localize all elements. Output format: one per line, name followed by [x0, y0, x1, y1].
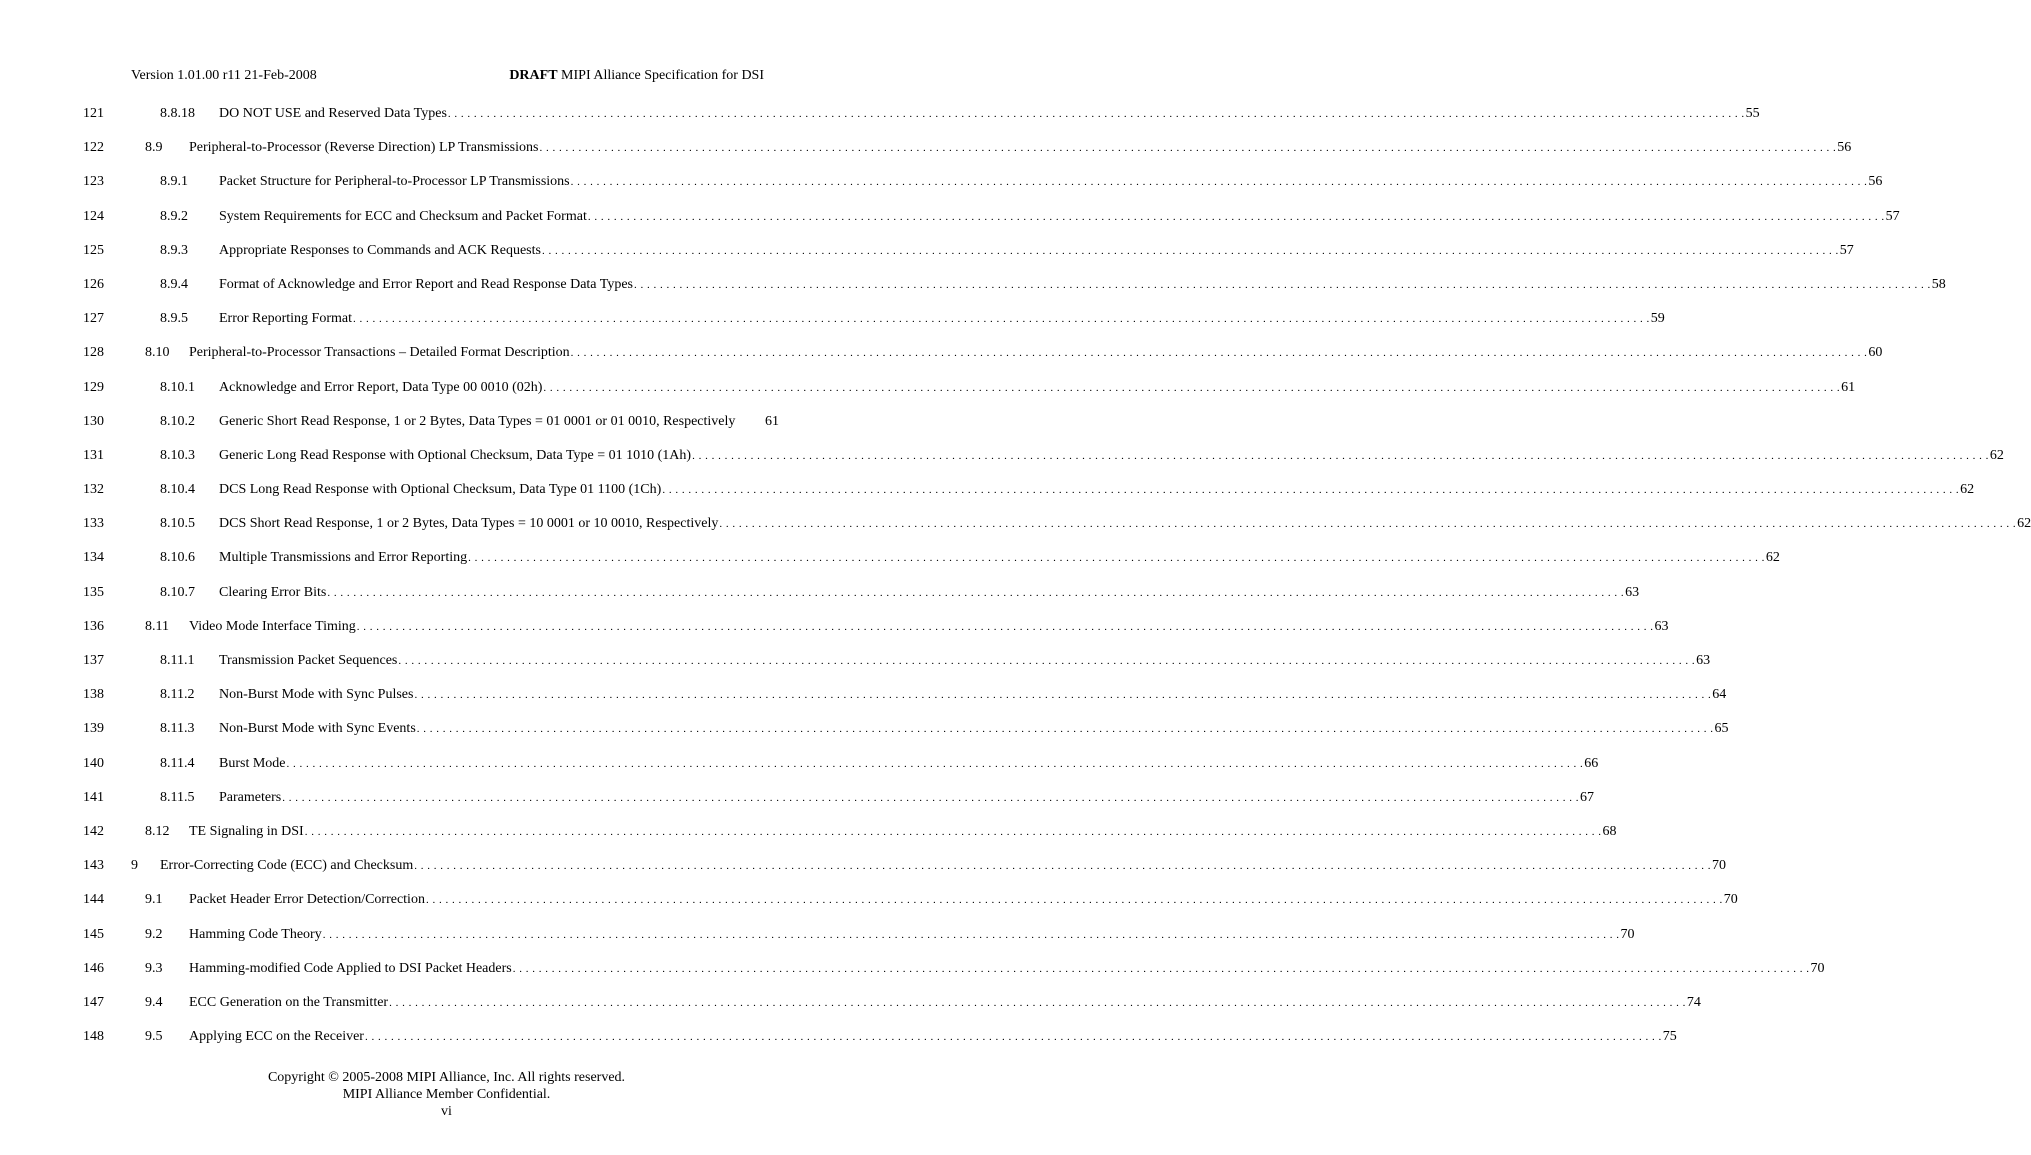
toc-entry-content [219, 789, 1594, 807]
page-ref: 60 [1868, 345, 1883, 361]
page-ref: 63 [1696, 653, 1711, 668]
line-number: 134 [83, 550, 104, 566]
section-title: System Requirements for ECC and Checksum and Packet Format [219, 208, 587, 224]
dot-leader: . . . . . . . . . . . . . . . . . . . . . . . . . . . . . . . . . . . . . . . . . . . . . . . . . . . . . . . . . . . . . . . . . . . . . . . . . . . . . . . . . . . . . . . . . . . . . . . . . . . . . . . . . . . . . . . . . . . . . . . . . . . . . . . . . . . . . . . . . . . . . . . . . . . . . . . . . . . . . . . . . . . . . . . . . . . . . . . . . . . . . . . . . . . . . . . . . . . . . . . . [541, 244, 1839, 257]
section-number: 9.1 [145, 892, 163, 908]
section-title: Generic Short Read Response, 1 or 2 Bytes, Data Types = 01 0001 or 01 0010, Respectively [219, 413, 736, 429]
page-ref: 56 [1837, 140, 1852, 156]
toc-entry-content [219, 208, 1900, 226]
section-title: Appropriate Responses to Commands and ACK Requests [219, 242, 541, 258]
toc-entry[interactable] [0, 720, 1729, 754]
section-title: Peripheral-to-Processor (Reverse Direction) LP Transmissions [189, 140, 539, 156]
page-ref: 61 [765, 413, 779, 429]
line-number: 140 [83, 755, 104, 771]
page-ref: 67 [1579, 789, 1594, 805]
toc-entry[interactable] [0, 379, 1856, 413]
toc-entry[interactable] [0, 208, 1900, 242]
line-number: 126 [83, 276, 104, 292]
section-number: 8.12 [145, 823, 170, 839]
toc-entry[interactable] [0, 618, 1669, 652]
toc-entry[interactable] [0, 891, 1738, 925]
toc-entry[interactable] [0, 515, 2031, 549]
toc-entry[interactable] [0, 344, 1883, 378]
dot-leader: . . . . . . . . . . . . . . . . . . . . . . . . . . . . . . . . . . . . . . . . . . . . . . . . . . . . . . . . . . . . . . . . . . . . . . . . . . . . . . . . . . . . . . . . . . . . . . . . . . . . . . . . . . . . . . . . . . . . . . . . . . . . . . . . . . . . . . . . . . . . . . . . . . . . . . . . . . . . . . . . . . . . . . . . . . . . . . . . . . . . . . . . . . . . . . . . . . . . . . . . [543, 381, 1841, 394]
toc-entry[interactable] [0, 242, 1854, 276]
toc-entry[interactable] [0, 276, 1946, 310]
toc-entry-content [219, 413, 779, 431]
toc-entry[interactable] [0, 310, 1665, 344]
section-number: 8.8.18 [160, 106, 195, 121]
toc-entry[interactable] [0, 447, 2004, 481]
toc-entry[interactable] [0, 413, 893, 447]
page-ref: 57 [1839, 242, 1854, 258]
toc-entry[interactable] [0, 926, 1635, 960]
section-number: 8.9.4 [160, 276, 188, 292]
section-number: 8.11.5 [160, 789, 195, 805]
page-footer [0, 1069, 893, 1120]
dot-leader: . . . . . . . . . . . . . . . . . . . . . . . . . . . . . . . . . . . . . . . . . . . . . . . . . . . . . . . . . . . . . . . . . . . . . . . . . . . . . . . . . . . . . . . . . . . . . . . . . . . . . . . . . . . . . . . . . . . . . . . . . . . . . . . . . . . . . . . . . . . . . . . . . . . . . . . . . . . . . . . . . . . . . . . . . . . . . . . . . . . . . . . . . . . . . . . . . . . . . . . . [512, 962, 1810, 975]
section-title: Peripheral-to-Processor Transactions – Detailed Format Description [189, 345, 570, 361]
line-number: 124 [83, 208, 104, 224]
section-title: Error Reporting Format [219, 311, 352, 327]
section-title: Packet Structure for Peripheral-to-Processor LP Transmissions [219, 174, 570, 190]
toc-entry[interactable] [0, 139, 1852, 173]
page-ref: 56 [1868, 174, 1883, 190]
spec-title-text: MIPI Alliance Specification for DSI [557, 68, 764, 83]
dot-leader: . . . . . . . . . . . . . . . . . . . . . . . . . . . . . . . . . . . . . . . . . . . . . . . . . . . . . . . . . . . . . . . . . . . . . . . . . . . . . . . . . . . . . . . . . . . . . . . . . . . . . . . . . . . . . . . . . . . . . . . . . . . . . . . . . . . . . . . . . . . . . . . . . . . . . . . . . . . . . . . . . . . . . . . . . . . . . . . . . . . . . . . . . . . . . . . . . . . . . . . . [447, 108, 1745, 120]
page-ref: 55 [1745, 106, 1760, 121]
copyright-text: Copyright © 2005-2008 MIPI Alliance, Inc. All rights reserved. [267, 1070, 626, 1085]
line-number: 143 [83, 858, 104, 874]
section-title: Hamming Code Theory [189, 926, 322, 942]
line-number: 130 [83, 413, 104, 429]
line-number: 142 [83, 823, 104, 839]
toc-entry[interactable] [0, 173, 1883, 207]
line-number: 148 [83, 1029, 104, 1045]
line-number: 129 [83, 379, 104, 395]
toc-entry-content [189, 344, 1883, 362]
page-ref: 70 [1810, 960, 1825, 976]
dot-leader: . . . . . . . . . . . . . . . . . . . . . . . . . . . . . . . . . . . . . . . . . . . . . . . . . . . . . . . . . . . . . . . . . . . . . . . . . . . . . . . . . . . . . . . . . . . . . . . . . . . . . . . . . . . . . . . . . . . . . . . . . . . . . . . . . . . . . . . . . . . . . . . . . . . . . . . . . . . . . . . . . . . . . . . . . . . . . . . . . . . . . . . . . . . . . . . . . . . . . . . . [398, 655, 1696, 667]
toc-entry-content [219, 379, 1856, 397]
toc-entry[interactable] [0, 686, 1727, 720]
page-ref: 70 [1620, 926, 1635, 942]
section-title: Hamming-modified Code Applied to DSI Packet Headers [189, 960, 512, 976]
toc-entry[interactable] [0, 105, 1760, 139]
section-title: Clearing Error Bits [219, 584, 327, 600]
line-number: 141 [83, 789, 104, 805]
dot-leader: . . . . . . . . . . . . . . . . . . . . . . . . . . . . . . . . . . . . . . . . . . . . . . . . . . . . . . . . . . . . . . . . . . . . . . . . . . . . . . . . . . . . . . . . . . . . . . . . . . . . . . . . . . . . . . . . . . . . . . . . . . . . . . . . . . . . . . . . . . . . . . . . . . . . . . . . . . . . . . . . . . . . . . . . . . . . . . . . . . . . . . . . . . . . . . . . . . . . . . . . [570, 176, 1868, 189]
dot-leader: . . . . . . . . . . . . . . . . . . . . . . . . . . . . . . . . . . . . . . . . . . . . . . . . . . . . . . . . . . . . . . . . . . . . . . . . . . . . . . . . . . . . . . . . . . . . . . . . . . . . . . . . . . . . . . . . . . . . . . . . . . . . . . . . . . . . . . . . . . . . . . . . . . . . . . . . . . . . . . . . . . . . . . . . . . . . . . . . . . . . . . . . . . . . . . . . . . . . . . . . [364, 1031, 1662, 1044]
toc-entry[interactable] [0, 549, 1780, 583]
section-title: ECC Generation on the Transmitter [189, 994, 389, 1010]
dot-leader: . . . . . . . . . . . . . . . . . . . . . . . . . . . . . . . . . . . . . . . . . . . . . . . . . . . . . . . . . . . . . . . . . . . . . . . . . . . . . . . . . . . . . . . . . . . . . . . . . . . . . . . . . . . . . . . . . . . . . . . . . . . . . . . . . . . . . . . . . . . . . . . . . . . . . . . . . . . . . . . . . . . . . . . . . . . . . . . . . . . . . . . . . . . . . . . . . . . . . . . . [352, 313, 1650, 326]
toc-entry-content [219, 105, 1760, 123]
line-number: 122 [83, 140, 104, 156]
section-number: 9 [131, 858, 138, 874]
dot-leader: . . . . . . . . . . . . . . . . . . . . . . . . . . . . . . . . . . . . . . . . . . . . . . . . . . . . . . . . . . . . . . . . . . . . . . . . . . . . . . . . . . . . . . . . . . . . . . . . . . . . . . . . . . . . . . . . . . . . . . . . . . . . . . . . . . . . . . . . . . . . . . . . . . . . . . . . . . . . . . . . . . . . . . . . . . . . . . . . . . . . . . . . . . . . . . . . . . . . . . . . [414, 860, 1711, 873]
section-title: DO NOT USE and Reserved Data Types [219, 106, 447, 121]
dot-leader: . . . . . . . . . . . . . . . . . . . . . . . . . . . . . . . . . . . . . . . . . . . . . . . . . . . . . . . . . . . . . . . . . . . . . . . . . . . . . . . . . . . . . . . . . . . . . . . . . . . . . . . . . . . . . . . . . . . . . . . . . . . . . . . . . . . . . . . . . . . . . . . . . . . . . . . . . . . . . . . . . . . . . . . . . . . . . . . . . . . . . . . . . . . . . . . . . . . . . . . . [570, 347, 1868, 360]
section-number: 8.10 [145, 345, 170, 361]
section-title: Applying ECC on the Receiver [189, 1029, 364, 1045]
page-ref: 63 [1625, 584, 1640, 600]
dot-leader: . . . . . . . . . . . . . . . . . . . . . . . . . . . . . . . . . . . . . . . . . . . . . . . . . . . . . . . . . . . . . . . . . . . . . . . . . . . . . . . . . . . . . . . . . . . . . . . . . . . . . . . . . . . . . . . . . . . . . . . . . . . . . . . . . . . . . . . . . . . . . . . . . . . . . . . . . . . . . . . . . . . . . . . . . . . . . . . . . . . . . . . . . . . . . . . . . . . . . . . . [539, 142, 1837, 155]
section-number: 8.11.2 [160, 687, 195, 703]
section-number: 9.5 [145, 1029, 163, 1045]
toc-entry[interactable] [0, 1028, 1677, 1062]
line-number: 145 [83, 926, 104, 942]
toc-entry-content [189, 139, 1852, 157]
section-number: 8.11.1 [160, 653, 195, 668]
line-number: 147 [83, 994, 104, 1010]
line-number: 125 [83, 242, 104, 258]
dot-leader: . . . . . . . . . . . . . . . . . . . . . . . . . . . . . . . . . . . . . . . . . . . . . . . . . . . . . . . . . . . . . . . . . . . . . . . . . . . . . . . . . . . . . . . . . . . . . . . . . . . . . . . . . . . . . . . . . . . . . . . . . . . . . . . . . . . . . . . . . . . . . . . . . . . . . . . . . . . . . . . . . . . . . . . . . . . . . . . . . . . . . . . . . . . . . . . . . . . . . . . . [587, 210, 1885, 223]
section-number: 8.9.5 [160, 311, 188, 327]
section-number: 8.10.3 [160, 447, 195, 463]
dot-leader: . . . . . . . . . . . . . . . . . . . . . . . . . . . . . . . . . . . . . . . . . . . . . . . . . . . . . . . . . . . . . . . . . . . . . . . . . . . . . . . . . . . . . . . . . . . . . . . . . . . . . . . . . . . . . . . . . . . . . . . . . . . . . . . . . . . . . . . . . . . . . . . . . . . . . . . . . . . . . . . . . . . . . . . . . . . . . . . . . . . . . . . . . . . . . . . . . . . . . . . . [286, 757, 1584, 770]
section-title: Format of Acknowledge and Error Report and Read Response Data Types [219, 276, 633, 292]
section-title: Video Mode Interface Timing [189, 618, 356, 634]
section-title: Error-Correcting Code (ECC) and Checksum [160, 858, 414, 874]
page-ref: 74 [1686, 994, 1701, 1010]
dot-leader: . . . . . . . . . . . . . . . . . . . . . . . . . . . . . . . . . . . . . . . . . . . . . . . . . . . . . . . . . . . . . . . . . . . . . . . . . . . . . . . . . . . . . . . . . . . . . . . . . . . . . . . . . . . . . . . . . . . . . . . . . . . . . . . . . . . . . . . . . . . . . . . . . . . . . . . . . . . . . . . . . . . . . . . . . . . . . . . . . . . . . . . . . . . . . . . . . . . . . . . . [322, 928, 1620, 941]
toc-entry-content [219, 515, 2031, 533]
page-ref: 62 [1765, 550, 1780, 566]
toc-entry-content [219, 549, 1780, 567]
toc-entry-content [189, 926, 1635, 944]
toc-entry-content [219, 755, 1599, 773]
dot-leader: . . . . . . . . . . . . . . . . . . . . . . . . . . . . . . . . . . . . . . . . . . . . . . . . . . . . . . . . . . . . . . . . . . . . . . . . . . . . . . . . . . . . . . . . . . . . . . . . . . . . . . . . . . . . . . . . . . . . . . . . . . . . . . . . . . . . . . . . . . . . . . . . . . . . . . . . . . . . . . . . . . . . . . . . . . . . . . . . . . . . . . . . . . . . . . . . . . . . . . . . [468, 552, 1765, 565]
toc-entry-content [189, 823, 1617, 841]
line-number: 146 [83, 960, 104, 976]
line-number: 133 [83, 516, 104, 532]
dot-leader: . . . . . . . . . . . . . . . . . . . . . . . . . . . . . . . . . . . . . . . . . . . . . . . . . . . . . . . . . . . . . . . . . . . . . . . . . . . . . . . . . . . . . . . . . . . . . . . . . . . . . . . . . . . . . . . . . . . . . . . . . . . . . . . . . . . . . . . . . . . . . . . . . . . . . . . . . . . . . . . . . . . . . . . . . . . . . . . . . . . . . . . . . . . . . . . . . . . . . . . . [304, 825, 1602, 838]
toc-entry[interactable] [0, 960, 1825, 994]
table-of-contents [0, 105, 2031, 1062]
toc-entry[interactable] [0, 755, 1599, 789]
page-ref: 57 [1885, 208, 1900, 224]
spec-title [509, 68, 764, 84]
toc-entry-content [189, 618, 1669, 636]
toc-entry[interactable] [0, 652, 1711, 686]
section-title: Generic Long Read Response with Optional Checksum, Data Type = 01 1010 (1Ah) [219, 447, 692, 463]
section-title: TE Signaling in DSI [189, 823, 304, 839]
section-number: 8.11.3 [160, 721, 195, 737]
section-title: Transmission Packet Sequences [219, 653, 398, 668]
dot-leader: . . . . . . . . . . . . . . . . . . . . . . . . . . . . . . . . . . . . . . . . . . . . . . . . . . . . . . . . . . . . . . . . . . . . . . . . . . . . . . . . . . . . . . . . . . . . . . . . . . . . . . . . . . . . . . . . . . . . . . . . . . . . . . . . . . . . . . . . . . . . . . . . . . . . . . . . . . . . . . . . . . . . . . . . . . . . . . . . . . . . . . . . . . . . . . . . . . . . . . . . [356, 620, 1654, 633]
section-title: Non-Burst Mode with Sync Events [219, 721, 416, 737]
section-number: 8.10.7 [160, 584, 195, 600]
section-number: 9.4 [145, 994, 163, 1010]
page-ref: 58 [1931, 276, 1946, 292]
page-ref: 59 [1650, 311, 1665, 327]
section-title: DCS Long Read Response with Optional Checksum, Data Type 01 1100 (1Ch) [219, 482, 662, 498]
line-number: 135 [83, 584, 104, 600]
dot-leader: . . . . . . . . . . . . . . . . . . . . . . . . . . . . . . . . . . . . . . . . . . . . . . . . . . . . . . . . . . . . . . . . . . . . . . . . . . . . . . . . . . . . . . . . . . . . . . . . . . . . . . . . . . . . . . . . . . . . . . . . . . . . . . . . . . . . . . . . . . . . . . . . . . . . . . . . . . . . . . . . . . . . . . . . . . . . . . . . . . . . . . . . . . . . . . . . . . . . . . . . [414, 689, 1712, 702]
line-number: 128 [83, 345, 104, 361]
page-ref: 75 [1662, 1029, 1677, 1045]
section-title: Packet Header Error Detection/Correction [189, 892, 425, 908]
section-number: 8.10.2 [160, 413, 195, 429]
page-ref: 63 [1654, 618, 1669, 634]
dot-leader: . . . . . . . . . . . . . . . . . . . . . . . . . . . . . . . . . . . . . . . . . . . . . . . . . . . . . . . . . . . . . . . . . . . . . . . . . . . . . . . . . . . . . . . . . . . . . . . . . . . . . . . . . . . . . . . . . . . . . . . . . . . . . . . . . . . . . . . . . . . . . . . . . . . . . . . . . . . . . . . . . . . . . . . . . . . . . . . . . . . . . . . . . . . . . . . . . . . . . . . . [282, 791, 1579, 804]
dot-leader: . . . . . . . . . . . . . . . . . . . . . . . . . . . . . . . . . . . . . . . . . . . . . . . . . . . . . . . . . . . . . . . . . . . . . . . . . . . . . . . . . . . . . . . . . . . . . . . . . . . . . . . . . . . . . . . . . . . . . . . . . . . . . . . . . . . . . . . . . . . . . . . . . . . . . . . . . . . . . . . . . . . . . . . . . . . . . . . . . . . . . . . . . . . . . . . . . . . . . . . . [327, 586, 1625, 599]
section-number: 8.9.3 [160, 242, 188, 258]
line-number: 139 [83, 721, 104, 737]
dot-leader: . . . . . . . . . . . . . . . . . . . . . . . . . . . . . . . . . . . . . . . . . . . . . . . . . . . . . . . . . . . . . . . . . . . . . . . . . . . . . . . . . . . . . . . . . . . . . . . . . . . . . . . . . . . . . . . . . . . . . . . . . . . . . . . . . . . . . . . . . . . . . . . . . . . . . . . . . . . . . . . . . . . . . . . . . . . . . . . . . . . . . . . . . . . . . . . . . . . . . . . . [389, 996, 1686, 1009]
section-title: Burst Mode [219, 755, 286, 771]
toc-entry-content [219, 652, 1711, 670]
page-ref: 64 [1712, 687, 1727, 703]
section-number: 9.2 [145, 926, 163, 942]
page-ref: 70 [1711, 858, 1726, 874]
page-ref: 62 [1960, 482, 1975, 498]
dot-leader: . . . . . . . . . . . . . . . . . . . . . . . . . . . . . . . . . . . . . . . . . . . . . . . . . . . . . . . . . . . . . . . . . . . . . . . . . . . . . . . . . . . . . . . . . . . . . . . . . . . . . . . . . . . . . . . . . . . . . . . . . . . . . . . . . . . . . . . . . . . . . . . . . . . . . . . . . . . . . . . . . . . . . . . . . . . . . . . . . . . . . . . . . . . . . . . . . . . . . . . . [416, 723, 1714, 736]
page-ref: 61 [1841, 379, 1856, 395]
dot-leader: . . . . . . . . . . . . . . . . . . . . . . . . . . . . . . . . . . . . . . . . . . . . . . . . . . . . . . . . . . . . . . . . . . . . . . . . . . . . . . . . . . . . . . . . . . . . . . . . . . . . . . . . . . . . . . . . . . . . . . . . . . . . . . . . . . . . . . . . . . . . . . . . . . . . . . . . . . . . . . . . . . . . . . . . . . . . . . . . . . . . . . . . . . . . . . . . . . . . . . . . [634, 278, 1931, 291]
line-number: 132 [83, 482, 104, 498]
section-number: 8.10.5 [160, 516, 195, 532]
toc-entry-content [160, 857, 1726, 875]
section-number: 8.9.1 [160, 174, 188, 190]
dot-leader: . . . . . . . . . . . . . . . . . . . . . . . . . . . . . . . . . . . . . . . . . . . . . . . . . . . . . . . . . . . . . . . . . . . . . . . . . . . . . . . . . . . . . . . . . . . . . . . . . . . . . . . . . . . . . . . . . . . . . . . . . . . . . . . . . . . . . . . . . . . . . . . . . . . . . . . . . . . . . . . . . . . . . . . . . . . . . . . . . . . . . . . . . . . . . . . . . . . . . . . . [425, 894, 1723, 907]
page-ref: 62 [2017, 516, 2031, 532]
toc-entry[interactable] [0, 789, 1594, 823]
toc-entry-content [219, 276, 1946, 294]
toc-entry[interactable] [0, 823, 1617, 857]
confidential-text: MIPI Alliance Member Confidential. [342, 1087, 551, 1102]
toc-entry-content [219, 173, 1883, 191]
section-number: 8.11 [145, 618, 169, 634]
section-title: Acknowledge and Error Report, Data Type 00 0010 (02h) [219, 379, 543, 395]
toc-entry-content [189, 994, 1701, 1012]
section-number: 8.9 [145, 140, 163, 156]
toc-entry-content [219, 447, 2004, 465]
toc-entry[interactable] [0, 584, 1640, 618]
line-number: 131 [83, 447, 104, 463]
page-header [131, 68, 764, 88]
line-number: 127 [83, 311, 104, 327]
page-ref: 62 [1989, 447, 2004, 463]
line-number: 123 [83, 174, 104, 190]
line-number: 137 [83, 653, 104, 668]
dot-leader: . . . . . . . . . . . . . . . . . . . . . . . . . . . . . . . . . . . . . . . . . . . . . . . . . . . . . . . . . . . . . . . . . . . . . . . . . . . . . . . . . . . . . . . . . . . . . . . . . . . . . . . . . . . . . . . . . . . . . . . . . . . . . . . . . . . . . . . . . . . . . . . . . . . . . . . . . . . . . . . . . . . . . . . . . . . . . . . . . . . . . . . . . . . . . . . . . . . . . . . . [662, 484, 1960, 497]
version-label: Version 1.01.00 r11 21-Feb-2008 [131, 68, 317, 83]
toc-entry-content [219, 310, 1665, 328]
section-number: 8.9.2 [160, 208, 188, 224]
section-number: 8.10.4 [160, 482, 195, 498]
toc-entry[interactable] [0, 481, 1975, 515]
section-title: Non-Burst Mode with Sync Pulses [219, 687, 414, 703]
toc-entry-content [219, 584, 1640, 602]
section-title: Parameters [219, 789, 282, 805]
line-number: 136 [83, 618, 104, 634]
line-number: 138 [83, 687, 104, 703]
page-ref: 66 [1584, 755, 1599, 771]
toc-entry-content [219, 481, 1975, 499]
line-number: 121 [83, 106, 104, 121]
toc-entry[interactable] [0, 857, 1726, 891]
toc-entry-content [189, 1028, 1677, 1046]
section-title: Multiple Transmissions and Error Reporting [219, 550, 468, 566]
toc-entry-content [219, 720, 1729, 738]
draft-label: DRAFT [509, 68, 558, 83]
section-number: 8.11.4 [160, 755, 195, 771]
dot-leader: . . . . . . . . . . . . . . . . . . . . . . . . . . . . . . . . . . . . . . . . . . . . . . . . . . . . . . . . . . . . . . . . . . . . . . . . . . . . . . . . . . . . . . . . . . . . . . . . . . . . . . . . . . . . . . . . . . . . . . . . . . . . . . . . . . . . . . . . . . . . . . . . . . . . . . . . . . . . . . . . . . . . . . . . . . . . . . . . . . . . . . . . . . . . . . . . . . . . . . . . [719, 518, 2017, 531]
toc-entry-content [219, 242, 1854, 260]
section-number: 8.10.6 [160, 550, 195, 566]
dot-leader: . . . . . . . . . . . . . . . . . . . . . . . . . . . . . . . . . . . . . . . . . . . . . . . . . . . . . . . . . . . . . . . . . . . . . . . . . . . . . . . . . . . . . . . . . . . . . . . . . . . . . . . . . . . . . . . . . . . . . . . . . . . . . . . . . . . . . . . . . . . . . . . . . . . . . . . . . . . . . . . . . . . . . . . . . . . . . . . . . . . . . . . . . . . . . . . . . . . . . . . . [692, 449, 1989, 462]
toc-entry[interactable] [0, 994, 1701, 1028]
page-number: vi [441, 1104, 452, 1119]
section-number: 8.10.1 [160, 379, 195, 395]
toc-entry-content [189, 960, 1825, 978]
toc-entry-content [219, 686, 1727, 704]
line-number: 144 [83, 892, 104, 908]
toc-entry-content [189, 891, 1738, 909]
section-number: 9.3 [145, 960, 163, 976]
section-title: DCS Short Read Response, 1 or 2 Bytes, Data Types = 10 0001 or 10 0010, Respectively [219, 516, 719, 532]
page-ref: 68 [1602, 823, 1617, 839]
page-ref: 65 [1714, 721, 1729, 737]
page-ref: 70 [1723, 892, 1738, 908]
